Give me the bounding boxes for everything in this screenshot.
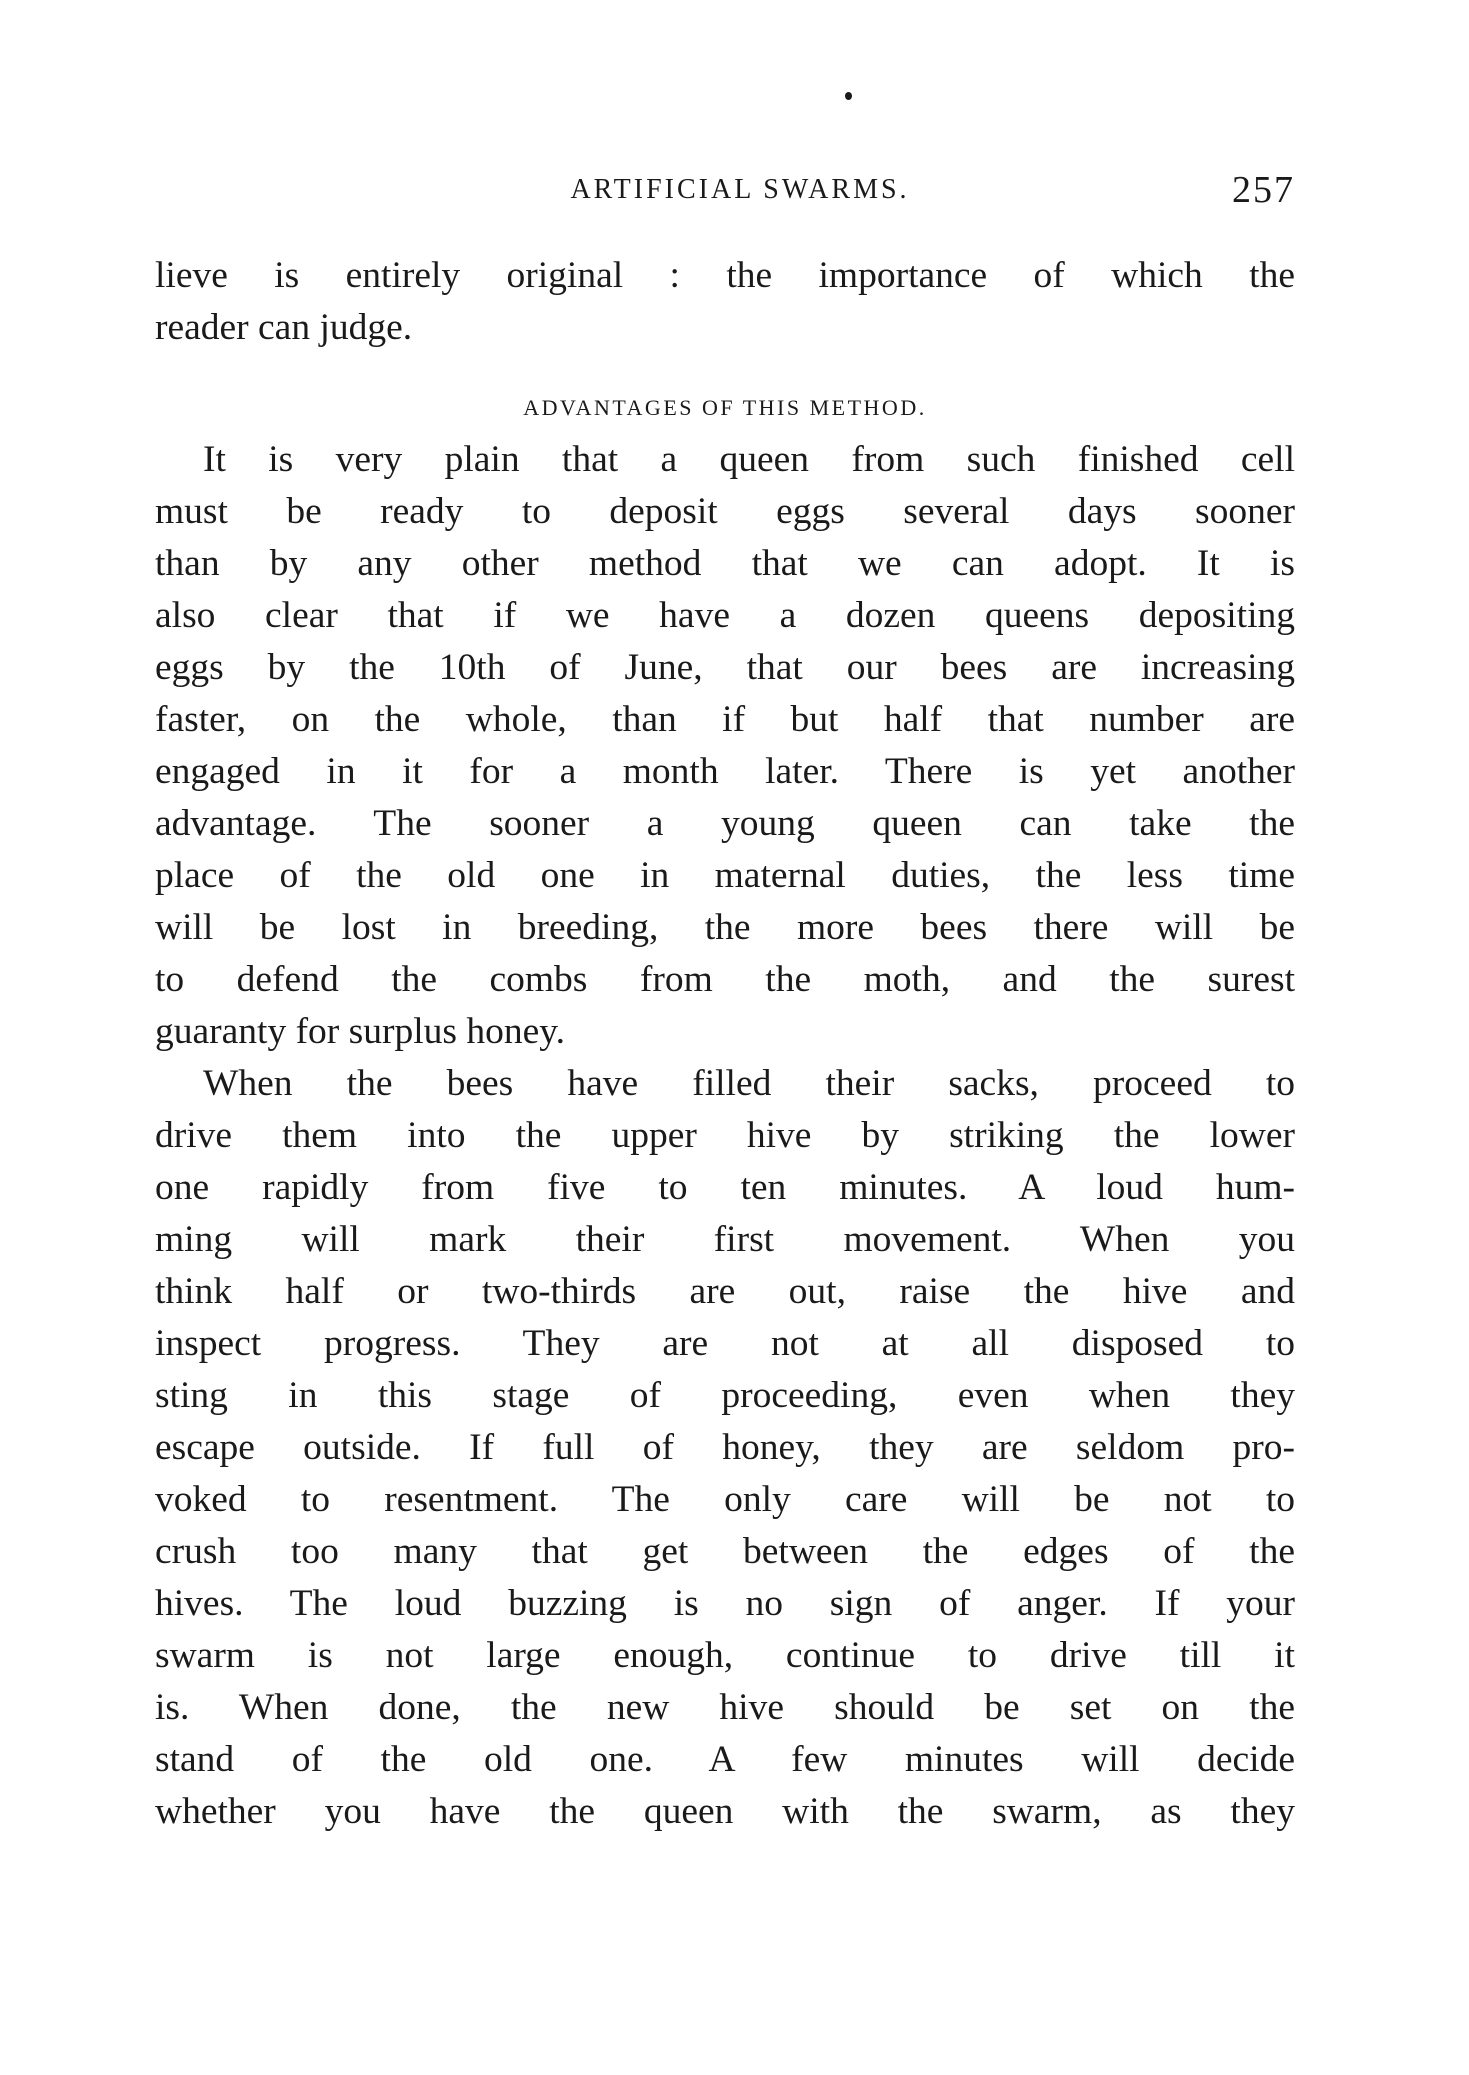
paragraph-1	[155, 250, 1295, 354]
body-text	[155, 250, 1295, 1838]
text-line: reader can judge.	[155, 307, 413, 348]
text-line: eggs by the 10th of June, that our bees are increasing	[155, 647, 1295, 688]
text-line: inspect progress. They are not at all disposed to	[155, 1323, 1295, 1364]
text-line: must be ready to deposit eggs several days sooner	[155, 491, 1295, 532]
text-line: stand of the old one. A few minutes will decide	[155, 1739, 1295, 1780]
text-line: than by any other method that we can adopt. It is	[155, 543, 1295, 584]
page-header	[155, 170, 1295, 218]
text-line: is. When done, the new hive should be set on the	[155, 1687, 1295, 1728]
text-line: escape outside. If full of honey, they are seldom pro-	[155, 1427, 1295, 1468]
text-line: hives. The loud buzzing is no sign of anger. If your	[155, 1583, 1295, 1624]
ink-speck	[845, 92, 852, 100]
text-line: one rapidly from five to ten minutes. A loud hum-	[155, 1167, 1295, 1208]
text-line: lieve is entirely original : the importance of which the	[155, 255, 1295, 296]
text-line: think half or two-thirds are out, raise the hive and	[155, 1271, 1295, 1312]
text-line: guaranty for surplus honey.	[155, 1011, 565, 1052]
text-line: place of the old one in maternal duties, the less time	[155, 855, 1295, 896]
page-number: 257	[1232, 169, 1295, 211]
text-line: drive them into the upper hive by striking the lower	[155, 1115, 1295, 1156]
text-line: When the bees have filled their sacks, proceed to	[203, 1063, 1295, 1104]
text-line: will be lost in breeding, the more bees there will be	[155, 907, 1295, 948]
text-line: also clear that if we have a dozen queens depositing	[155, 595, 1295, 636]
text-line: It is very plain that a queen from such finished cell	[203, 439, 1295, 480]
section-heading: ADVANTAGES OF THIS METHOD.	[523, 395, 927, 420]
text-line: swarm is not large enough, continue to drive till it	[155, 1635, 1295, 1676]
text-line: voked to resentment. The only care will be not to	[155, 1479, 1295, 1520]
running-head: ARTIFICIAL SWARMS.	[570, 174, 910, 205]
text-line: advantage. The sooner a young queen can take the	[155, 803, 1295, 844]
paragraph-2	[155, 434, 1295, 1058]
text-line: to defend the combs from the moth, and the surest	[155, 959, 1295, 1000]
text-line: faster, on the whole, than if but half that number are	[155, 699, 1295, 740]
text-line: crush too many that get between the edges of the	[155, 1531, 1295, 1572]
text-line: whether you have the queen with the swarm, as they	[155, 1791, 1295, 1832]
paragraph-3	[155, 1058, 1295, 1838]
text-line: sting in this stage of proceeding, even when they	[155, 1375, 1295, 1416]
text-line: ming will mark their first movement. When you	[155, 1219, 1295, 1260]
text-line: engaged in it for a month later. There is yet another	[155, 751, 1295, 792]
